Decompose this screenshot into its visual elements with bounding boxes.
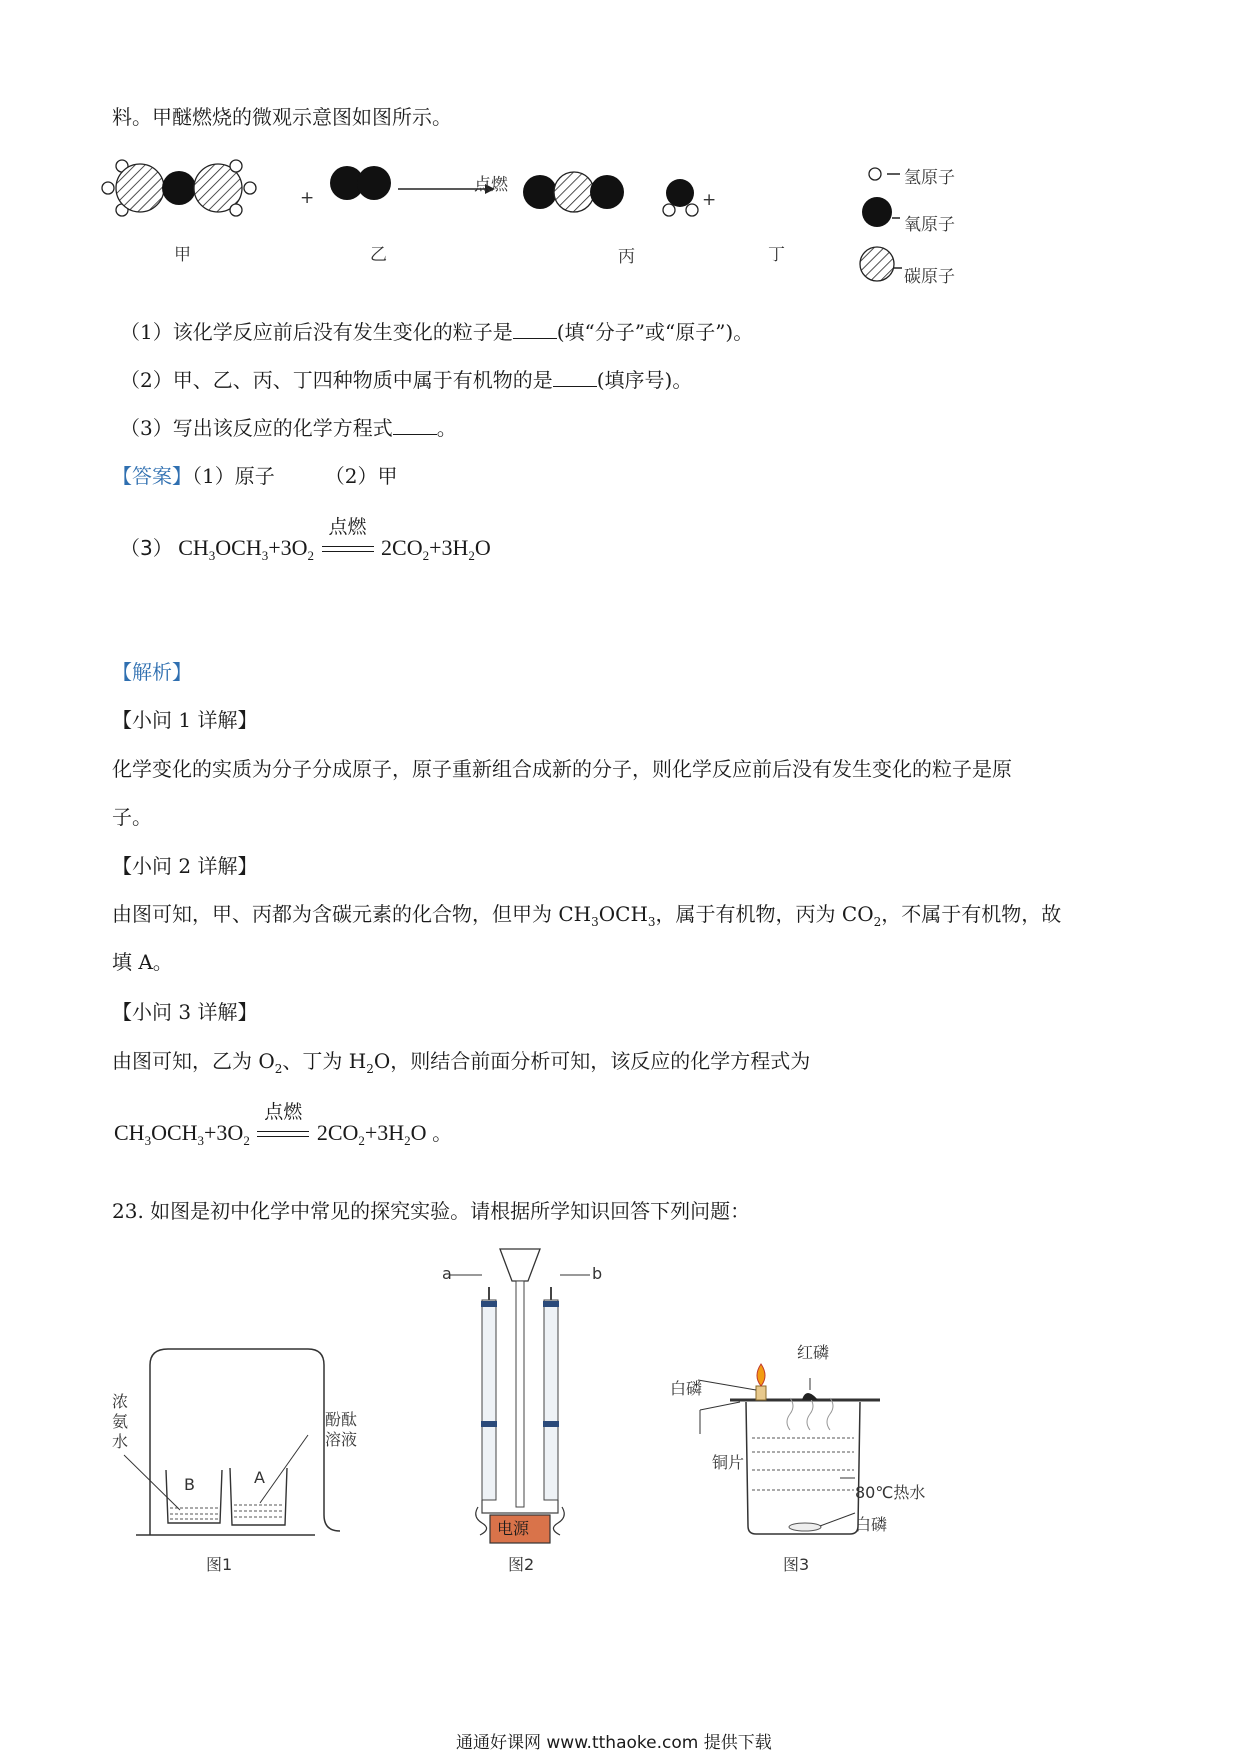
fig1-phenolphthalein-label: 酚酞溶液: [325, 1410, 358, 1449]
plus-sign-1: +: [300, 188, 315, 208]
label-ding: 丁: [768, 245, 785, 265]
question-3: （3）写出该反应的化学方程式 。: [120, 416, 457, 440]
question-2: （2）甲、乙、丙、丁四种物质中属于有机物的是 (填序号)。: [120, 368, 693, 392]
label-yi: 乙: [370, 245, 387, 265]
legend-carbon-label: 碳原子: [904, 267, 955, 287]
intro-text: 料。甲醚燃烧的微观示意图如图所示。: [112, 105, 452, 129]
answer-blank[interactable]: [513, 318, 557, 339]
plus-sign-2: +: [702, 190, 717, 210]
label-bing: 丙: [618, 247, 635, 267]
legend-oxygen: [862, 197, 900, 227]
fig1-caption: 图1: [206, 1555, 233, 1574]
legend-hydrogen-label: 氢原子: [904, 168, 955, 188]
footer-source: 通通好课网 www.tthaoke.com 提供下载: [456, 1733, 772, 1753]
question-1: （1）该化学反应前后没有发生变化的粒子是 (填“分子”或“原子”)。: [120, 320, 754, 344]
subquestion-3-line1: 由图可知，乙为 $O_2$、丁为 $H_2O$，则结合前面分析可知，该反应的化学方程式为: [112, 1049, 811, 1076]
subquestion-3-title: 【小问 3 详解】: [112, 1000, 258, 1024]
subquestion-2-line1: 由图可知，甲、丙都为含碳元素的化合物，但甲为 $CH_3OCH_3$，属于有机物，丙为 $CO_2$，不属于有机物，故: [112, 902, 1062, 929]
equation-condition: 点燃: [257, 1121, 309, 1149]
fig3-white-phosphorus-bottom-label: 白磷: [855, 1515, 888, 1534]
reaction-diagram: [100, 150, 1000, 290]
fig3-white-phosphorus-top-label: 白磷: [670, 1379, 703, 1398]
subquestion-2-line2: 填 A。: [112, 950, 173, 974]
equation-condition: 点燃: [322, 536, 374, 564]
molecule-bing: [523, 172, 624, 212]
analysis-equation: $CH_3OCH_3+3O_2$ 点燃 $2CO_2+3H_2O$ 。: [114, 1100, 453, 1148]
molecule-yi: [330, 166, 391, 200]
fig1-beaker-b-label: B: [184, 1475, 195, 1494]
molecule-ding: [663, 179, 698, 216]
fig3-copper-label: 铜片: [712, 1453, 745, 1472]
subquestion-1-title: 【小问 1 详解】: [112, 708, 258, 732]
legend-hydrogen: [869, 168, 900, 180]
fig1-ammonia-label: 浓氨水: [112, 1392, 129, 1451]
answer-blank[interactable]: [393, 414, 437, 435]
subquestion-1-line2: 子。: [112, 805, 152, 829]
analysis-tag: 【解析】: [112, 660, 192, 684]
fig1-beaker-a-label: A: [254, 1468, 265, 1487]
fig3-caption: 图3: [783, 1555, 810, 1574]
figure-2: [450, 1245, 610, 1545]
legend-carbon: [860, 247, 902, 281]
answer-equation: （3） $CH_3OCH_3+3O_2$ 点燃 $2CO_2+3H_2O$: [120, 515, 491, 563]
answer-blank[interactable]: [553, 366, 597, 387]
arrow-condition: 点燃: [474, 175, 508, 195]
fig3-hot-water-label: 80℃热水: [855, 1483, 926, 1502]
answer-tag: 【答案】: [112, 464, 192, 488]
label-jia: 甲: [174, 245, 191, 265]
subquestion-2-title: 【小问 2 详解】: [112, 854, 258, 878]
fig2-caption: 图2: [508, 1555, 535, 1574]
answer-line: 【答案】（1）原子 （2）甲: [112, 464, 398, 488]
fig2-power-label: 电源: [497, 1519, 530, 1538]
question-23: 23. 如图是初中化学中常见的探究实验。请根据所学知识回答下列问题：: [112, 1199, 751, 1223]
fig2-label-a: a: [442, 1264, 452, 1283]
figure-1: [110, 1335, 340, 1545]
fig3-red-phosphorus-label: 红磷: [797, 1343, 830, 1362]
legend-oxygen-label: 氧原子: [904, 215, 955, 235]
fig2-label-b: b: [592, 1264, 603, 1283]
subquestion-1-line1: 化学变化的实质为分子分成原子，原子重新组合成新的分子，则化学反应前后没有发生变化的粒子是原: [112, 757, 1012, 781]
molecule-jia: [102, 160, 256, 216]
